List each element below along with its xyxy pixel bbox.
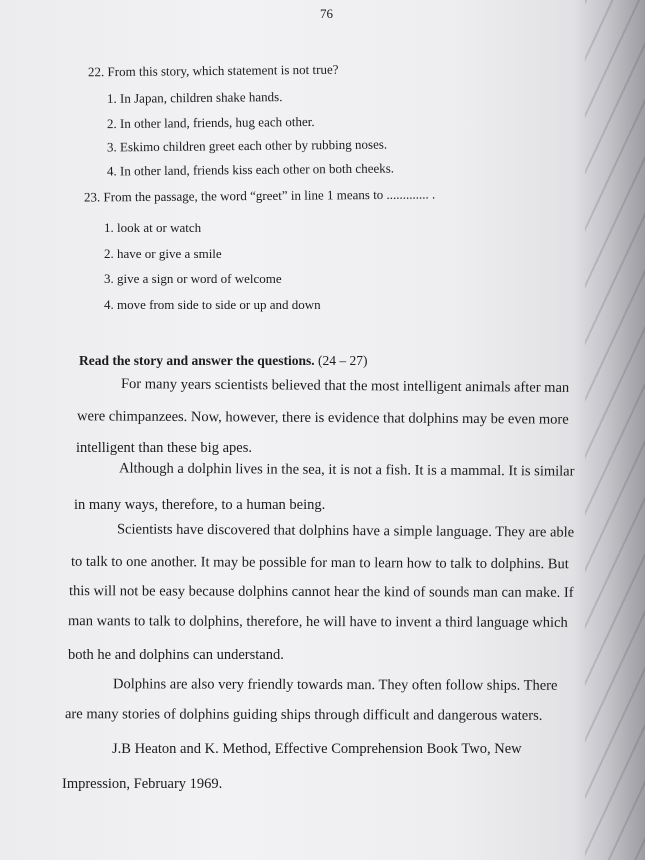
q22-option-4: 4. In other land, friends kiss each other on both cheeks.	[106, 160, 395, 179]
passage-line: For many years scientists believed that the most intelligent animals after man	[120, 376, 570, 396]
passage-line: in many ways, therefore, to a human being.	[74, 497, 326, 513]
question-22: 22. From this story, which statement is not true?	[87, 61, 339, 80]
q23-option-3: 3. give a sign or word of welcome	[104, 271, 282, 286]
section-question-range: (24 – 27)	[318, 353, 368, 368]
passage-line: intelligent than these big apes.	[76, 440, 252, 456]
passage-line: were chimpanzees. Now, however, there is evidence that dolphins may be even more	[76, 408, 569, 428]
citation-line: Impression, February 1969.	[62, 776, 223, 792]
q23-option-2: 2. have or give a smile	[104, 246, 222, 261]
page-edges	[585, 0, 645, 860]
passage-line: both he and dolphins can understand.	[68, 647, 284, 663]
passage-line: Although a dolphin lives in the sea, it is not a fish. It is a mammal. It is similar	[118, 460, 575, 480]
q22-option-3: 3. Eskimo children greet each other by rubbing noses.	[106, 136, 388, 155]
section-heading	[79, 353, 368, 369]
passage-line: this will not be easy because dolphins cannot hear the kind of sounds man can make. If	[68, 583, 574, 601]
citation-line: J.B Heaton and K. Method, Effective Comprehension Book Two, New	[112, 741, 522, 757]
passage-line: Scientists have discovered that dolphins have a simple language. They are able	[116, 521, 575, 541]
q22-option-1: 1. In Japan, children shake hands.	[106, 89, 283, 106]
q23-option-1: 1. look at or watch	[104, 220, 202, 235]
passage-line: Dolphins are also very friendly towards man. They often follow ships. There	[112, 676, 558, 694]
page-number: 76	[320, 6, 333, 21]
passage-line: to talk to one another. It may be possible for man to learn how to talk to dolphins. But	[70, 553, 569, 573]
passage-line: are many stories of dolphins guiding ships through difficult and dangerous waters.	[64, 706, 543, 724]
q22-option-2: 2. In other land, friends, hug each other.	[106, 113, 315, 132]
q23-option-4: 4. move from side to side or up and down	[104, 297, 321, 312]
passage-line: man wants to talk to dolphins, therefore, he will have to invent a third language which	[67, 613, 568, 631]
section-heading-text: Read the story and answer the questions.	[79, 353, 315, 368]
question-23: 23. From the passage, the word “greet” in line 1 means to ............. .	[83, 186, 436, 205]
